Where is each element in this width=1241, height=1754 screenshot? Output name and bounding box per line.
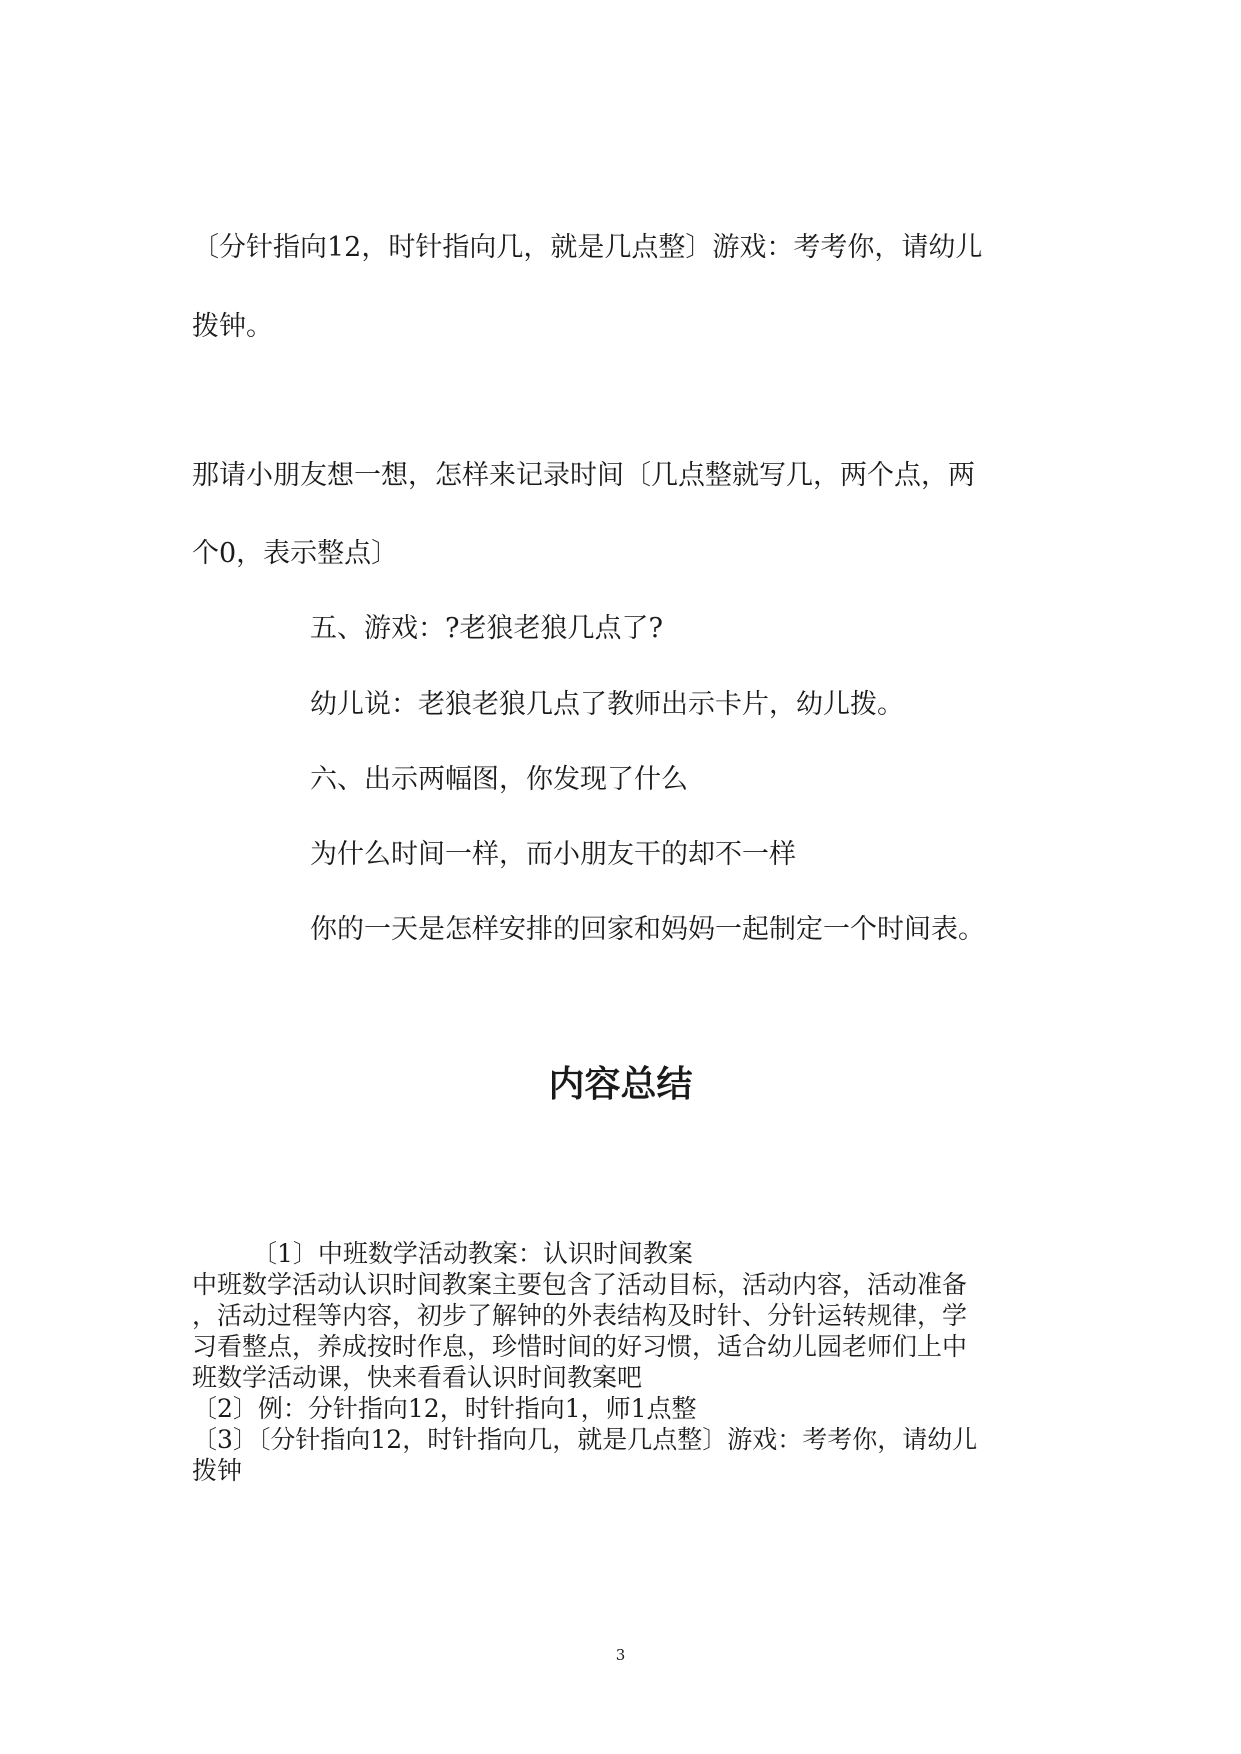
paragraph-line: 幼儿说：老狼老狼几点了教师出示卡片，幼儿拨。 [310,689,904,720]
summary-line: 班数学活动课，快来看看认识时间教案吧 [192,1363,643,1392]
paragraph-line: 〔分针指向12，时针指向几，就是几点整〕游戏：考考你，请幼儿 [192,232,983,263]
summary-line: ，活动过程等内容，初步了解钟的外表结构及时针、分针运转规律，学 [192,1301,968,1330]
paragraph-line: 拨钟。 [192,311,273,342]
summary-line: 〔2〕例：分针指向12，时针指向1，师1点整 [192,1394,697,1423]
section-heading-pictures: 六、出示两幅图，你发现了什么 [310,764,688,795]
paragraph-line: 为什么时间一样，而小朋友干的却不一样 [310,839,796,870]
summary-line: 中班数学活动认识时间教案主要包含了活动目标，活动内容，活动准备 [192,1270,968,1299]
paragraph-line: 那请小朋友想一想，怎样来记录时间〔几点整就写几，两个点，两 [192,460,975,491]
summary-block [192,1238,1042,1486]
paragraph-line: 个0，表示整点〕 [192,538,399,569]
summary-line: 〔1〕中班数学活动教案：认识时间教案 [252,1239,693,1268]
summary-line: 〔3〕〔分针指向12，时针指向几，就是几点整〕游戏：考考你，请幼儿 [192,1425,978,1454]
paragraph-line: 你的一天是怎样安排的回家和妈妈一起制定一个时间表。 [310,914,985,945]
page-number: 3 [615,1646,626,1664]
summary-line: 拨钟 [192,1456,243,1485]
summary-title: 内容总结 [548,1064,693,1105]
summary-line: 习看整点，养成按时作息，珍惜时间的好习惯，适合幼儿园老师们上中 [192,1332,968,1361]
section-heading-game: 五、游戏：?老狼老狼几点了? [310,613,663,644]
